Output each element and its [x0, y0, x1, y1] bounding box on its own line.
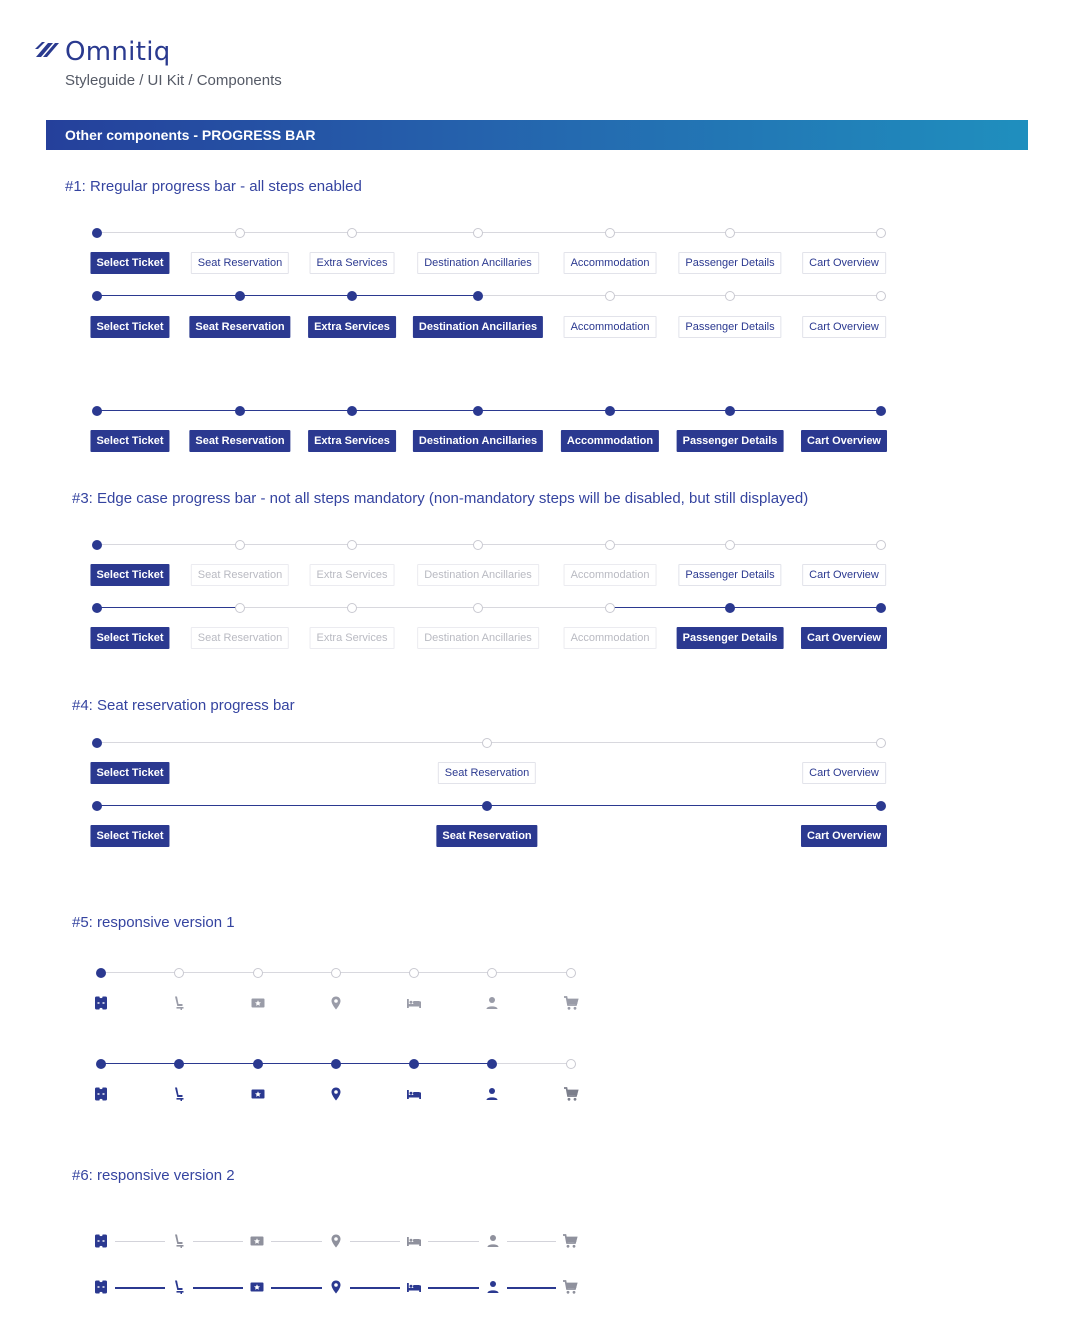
step-dot	[876, 406, 886, 416]
step-dot	[92, 603, 102, 613]
progress-connector	[350, 1241, 400, 1242]
step-dot	[92, 738, 102, 748]
step-accommodation: Accommodation	[564, 627, 657, 649]
step-select-ticket[interactable]: Select Ticket	[90, 316, 169, 338]
step-dot	[482, 738, 492, 748]
progress-track-segment	[730, 544, 881, 545]
location-pin-icon	[328, 1279, 344, 1295]
brand-logo[interactable]	[34, 36, 171, 68]
step-dot	[605, 291, 615, 301]
seat-icon	[171, 995, 187, 1011]
progress-track-segment	[97, 232, 240, 233]
step-accommodation[interactable]: Accommodation	[561, 430, 659, 452]
progress-track-segment	[478, 410, 610, 411]
step-dot	[331, 1059, 341, 1069]
step-dot	[876, 540, 886, 550]
logo-icon	[34, 39, 60, 66]
step-dot	[347, 603, 357, 613]
seat-icon	[171, 1279, 187, 1295]
step-extra-services[interactable]: Extra Services	[308, 316, 396, 338]
step-dot	[725, 540, 735, 550]
cart-icon	[562, 1279, 578, 1295]
heading-responsive-v2: #6: responsive version 2	[72, 1167, 235, 1184]
heading-responsive-v1: #5: responsive version 1	[72, 914, 235, 931]
step-dot	[605, 540, 615, 550]
step-dot	[347, 291, 357, 301]
step-dot	[725, 228, 735, 238]
progress-track-segment	[240, 295, 352, 296]
person-icon	[485, 1233, 501, 1249]
step-select-ticket[interactable]: Select Ticket	[90, 627, 169, 649]
step-dot	[473, 406, 483, 416]
progress-track-segment	[352, 410, 478, 411]
progress-track-segment	[97, 544, 240, 545]
cart-icon	[563, 1086, 579, 1102]
progress-track-segment	[101, 1063, 179, 1064]
person-icon	[484, 1086, 500, 1102]
step-seat-reservation: Seat Reservation	[191, 627, 289, 649]
progress-track-segment	[478, 544, 610, 545]
ticket-icon	[93, 1279, 109, 1295]
step-cart-overview[interactable]: Cart Overview	[802, 252, 886, 274]
brand-name: Omnitiq	[65, 37, 171, 67]
step-dot	[566, 1059, 576, 1069]
progress-track-segment	[478, 232, 610, 233]
location-pin-icon	[328, 1086, 344, 1102]
progress-track-segment	[730, 295, 881, 296]
progress-track-segment	[730, 410, 881, 411]
step-accommodation[interactable]: Accommodation	[564, 316, 657, 338]
progress-track-segment	[240, 232, 352, 233]
step-dot	[347, 228, 357, 238]
progress-track-segment	[478, 607, 610, 608]
bed-icon	[406, 995, 422, 1011]
progress-track-segment	[610, 544, 730, 545]
heading-seat-bar: #4: Seat reservation progress bar	[72, 697, 295, 714]
step-dot	[473, 603, 483, 613]
step-dot	[566, 968, 576, 978]
ticket-icon	[93, 1233, 109, 1249]
bed-icon	[406, 1233, 422, 1249]
step-accommodation: Accommodation	[564, 564, 657, 586]
heading-regular-bar: #1: Rregular progress bar - all steps enabled	[65, 178, 362, 195]
progress-connector	[428, 1241, 479, 1242]
step-destination-ancillaries[interactable]: Destination Ancillaries	[417, 252, 539, 274]
breadcrumb: Styleguide / UI Kit / Components	[65, 72, 282, 89]
bed-icon	[406, 1279, 422, 1295]
step-cart-overview[interactable]: Cart Overview	[802, 762, 886, 784]
heading-edge-case-bar: #3: Edge case progress bar - not all steps mandatory (non-mandatory steps will be disabled, but still displayed)	[72, 490, 809, 507]
progress-connector	[507, 1241, 556, 1242]
progress-track-segment	[610, 232, 730, 233]
progress-track-segment	[240, 607, 352, 608]
progress-track-segment	[240, 410, 352, 411]
step-cart-overview[interactable]: Cart Overview	[802, 564, 886, 586]
step-dot	[876, 738, 886, 748]
progress-track-segment	[101, 972, 179, 973]
step-select-ticket[interactable]: Select Ticket	[90, 564, 169, 586]
progress-track-segment	[352, 544, 478, 545]
step-select-ticket[interactable]: Select Ticket	[90, 762, 169, 784]
step-seat-reservation[interactable]: Seat Reservation	[438, 762, 536, 784]
step-dot	[605, 228, 615, 238]
step-dot	[473, 291, 483, 301]
step-destination-ancillaries: Destination Ancillaries	[417, 627, 539, 649]
step-dot	[96, 968, 106, 978]
progress-track-segment	[258, 972, 336, 973]
step-extra-services[interactable]: Extra Services	[308, 430, 396, 452]
step-dot	[235, 603, 245, 613]
progress-track-segment	[487, 742, 881, 743]
step-seat-reservation[interactable]: Seat Reservation	[189, 316, 290, 338]
progress-track-segment	[97, 607, 240, 608]
progress-track-segment	[492, 972, 571, 973]
cart-icon	[563, 995, 579, 1011]
step-cart-overview[interactable]: Cart Overview	[801, 430, 887, 452]
step-dot	[92, 540, 102, 550]
person-icon	[485, 1279, 501, 1295]
step-dot	[235, 406, 245, 416]
step-accommodation[interactable]: Accommodation	[564, 252, 657, 274]
extra-services-icon	[249, 1279, 265, 1295]
section-title: Other components - PROGRESS BAR	[65, 127, 316, 143]
progress-track-segment	[730, 232, 881, 233]
step-dot	[876, 228, 886, 238]
seat-icon	[171, 1086, 187, 1102]
progress-connector	[507, 1287, 556, 1289]
progress-connector	[271, 1241, 322, 1242]
progress-connector	[350, 1287, 400, 1289]
step-select-ticket[interactable]: Select Ticket	[90, 430, 169, 452]
ticket-icon	[93, 995, 109, 1011]
step-destination-ancillaries[interactable]: Destination Ancillaries	[413, 316, 543, 338]
progress-track-segment	[179, 1063, 258, 1064]
step-dot	[409, 1059, 419, 1069]
step-passenger-details[interactable]: Passenger Details	[678, 316, 781, 338]
progress-track-segment	[97, 410, 240, 411]
section-banner	[46, 120, 1028, 150]
step-dot	[725, 603, 735, 613]
step-dot	[174, 968, 184, 978]
step-dot	[605, 406, 615, 416]
progress-track-segment	[258, 1063, 336, 1064]
step-dot	[331, 968, 341, 978]
extra-services-icon	[249, 1233, 265, 1249]
progress-connector	[115, 1287, 165, 1289]
person-icon	[484, 995, 500, 1011]
progress-track-segment	[414, 1063, 492, 1064]
step-dot	[92, 228, 102, 238]
step-extra-services[interactable]: Extra Services	[310, 252, 395, 274]
cart-icon	[562, 1233, 578, 1249]
step-dot	[487, 968, 497, 978]
bed-icon	[406, 1086, 422, 1102]
progress-track-segment	[352, 295, 478, 296]
step-dot	[347, 406, 357, 416]
step-extra-services: Extra Services	[310, 627, 395, 649]
step-dot	[92, 406, 102, 416]
step-extra-services: Extra Services	[310, 564, 395, 586]
progress-track-segment	[240, 544, 352, 545]
progress-track-segment	[492, 1063, 571, 1064]
progress-track-segment	[610, 410, 730, 411]
step-select-ticket[interactable]: Select Ticket	[90, 825, 169, 847]
step-cart-overview[interactable]: Cart Overview	[802, 316, 886, 338]
progress-track-segment	[478, 295, 610, 296]
step-dot	[605, 603, 615, 613]
progress-track-segment	[97, 805, 487, 806]
step-passenger-details[interactable]: Passenger Details	[677, 430, 784, 452]
step-dot	[725, 406, 735, 416]
step-dot	[347, 540, 357, 550]
progress-connector	[428, 1287, 479, 1289]
progress-track-segment	[487, 805, 881, 806]
progress-track-segment	[352, 232, 478, 233]
extra-services-icon	[250, 1086, 266, 1102]
step-dot	[876, 801, 886, 811]
progress-connector	[115, 1241, 165, 1242]
progress-track-segment	[97, 742, 487, 743]
progress-track-segment	[336, 1063, 414, 1064]
step-passenger-details[interactable]: Passenger Details	[677, 627, 784, 649]
progress-track-segment	[730, 607, 881, 608]
step-dot	[235, 540, 245, 550]
progress-track-segment	[610, 607, 730, 608]
location-pin-icon	[328, 995, 344, 1011]
step-dot	[876, 291, 886, 301]
step-destination-ancillaries[interactable]: Destination Ancillaries	[413, 430, 543, 452]
step-dot	[92, 801, 102, 811]
progress-track-segment	[336, 972, 414, 973]
step-passenger-details[interactable]: Passenger Details	[678, 252, 781, 274]
progress-connector	[193, 1287, 243, 1289]
ticket-icon	[93, 1086, 109, 1102]
step-dot	[253, 968, 263, 978]
step-cart-overview[interactable]: Cart Overview	[801, 627, 887, 649]
progress-connector	[271, 1287, 322, 1289]
step-dot	[174, 1059, 184, 1069]
step-dot	[96, 1059, 106, 1069]
step-seat-reservation: Seat Reservation	[191, 564, 289, 586]
step-dot	[473, 228, 483, 238]
progress-track-segment	[97, 295, 240, 296]
step-dot	[876, 603, 886, 613]
step-dot	[482, 801, 492, 811]
step-dot	[487, 1059, 497, 1069]
step-dot	[473, 540, 483, 550]
step-cart-overview[interactable]: Cart Overview	[801, 825, 887, 847]
extra-services-icon	[250, 995, 266, 1011]
step-dot	[409, 968, 419, 978]
progress-track-segment	[179, 972, 258, 973]
seat-icon	[171, 1233, 187, 1249]
step-dot	[235, 291, 245, 301]
location-pin-icon	[328, 1233, 344, 1249]
progress-track-segment	[352, 607, 478, 608]
step-select-ticket[interactable]: Select Ticket	[90, 252, 169, 274]
step-dot	[235, 228, 245, 238]
step-seat-reservation[interactable]: Seat Reservation	[189, 430, 290, 452]
progress-connector	[193, 1241, 243, 1242]
step-dot	[253, 1059, 263, 1069]
step-dot	[92, 291, 102, 301]
progress-track-segment	[610, 295, 730, 296]
step-destination-ancillaries: Destination Ancillaries	[417, 564, 539, 586]
progress-track-segment	[414, 972, 492, 973]
step-seat-reservation[interactable]: Seat Reservation	[191, 252, 289, 274]
step-passenger-details[interactable]: Passenger Details	[678, 564, 781, 586]
step-dot	[725, 291, 735, 301]
step-seat-reservation[interactable]: Seat Reservation	[436, 825, 537, 847]
